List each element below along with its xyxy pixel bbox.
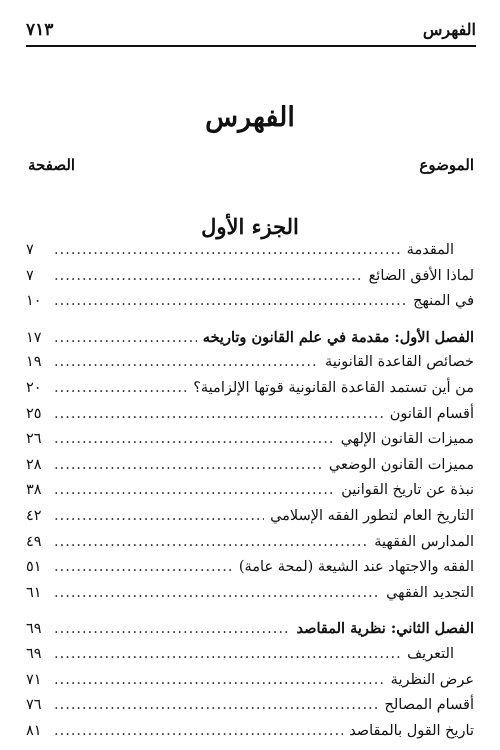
toc-entry bbox=[26, 453, 474, 479]
toc-chapter-entry bbox=[26, 616, 474, 642]
toc-entry-text: لماذا الأفق الضائع bbox=[368, 267, 474, 284]
toc-entry-page: ٤٢ bbox=[26, 507, 42, 524]
page-number: ٧١٣ bbox=[26, 20, 54, 40]
toc-entry-page: ٣٨ bbox=[26, 482, 42, 499]
toc-entry-page: ٨١ bbox=[26, 722, 42, 739]
dot-leader bbox=[54, 693, 379, 719]
toc-entry-page: ٧ bbox=[26, 267, 34, 284]
toc-entry-text: الفصل الأول: مقدمة في علم القانون وتاريخه bbox=[202, 328, 474, 346]
dot-leader bbox=[54, 530, 368, 556]
toc-entry-text: مميزات القانون الوضعي bbox=[328, 456, 474, 473]
dot-leader bbox=[54, 668, 385, 694]
toc-entry-text: عرض النظرية bbox=[390, 671, 474, 688]
toc-entry-text: التجديد الفقهي bbox=[386, 584, 474, 601]
toc-entry bbox=[26, 264, 474, 290]
toc-entry-text: في المنهج bbox=[413, 293, 474, 310]
toc-entry-text: التعريف bbox=[407, 645, 454, 662]
toc-entry-page: ٦٩ bbox=[26, 621, 42, 638]
toc-entry bbox=[26, 238, 474, 264]
toc-entry-text: مميزات القانون الإلهي bbox=[340, 431, 474, 448]
dot-leader bbox=[54, 504, 264, 530]
toc-entry bbox=[26, 504, 474, 530]
toc-entry-page: ٧ bbox=[26, 242, 34, 258]
page-title: الفهرس bbox=[205, 102, 295, 133]
toc-entry bbox=[26, 555, 474, 581]
toc-entry bbox=[26, 478, 474, 504]
part-title: الجزء الأول bbox=[201, 214, 299, 239]
toc-entry-text: المدارس الفقهية bbox=[374, 533, 474, 550]
dot-leader bbox=[54, 238, 401, 264]
toc-entry-page: ٧١ bbox=[26, 671, 42, 688]
toc-entry-page: ٢٦ bbox=[26, 431, 42, 448]
toc-entry-text: المقدمة bbox=[406, 242, 454, 258]
dot-leader bbox=[54, 555, 233, 581]
toc-entry-page: ٢٠ bbox=[26, 379, 42, 396]
topic-column-heading: الموضوع bbox=[419, 156, 474, 174]
toc-entry bbox=[26, 402, 474, 428]
toc-entry-page: ٦٩ bbox=[26, 645, 42, 662]
toc-entry-page: ٥١ bbox=[26, 559, 42, 576]
toc-entry bbox=[26, 530, 474, 556]
running-header-title: الفهرس bbox=[422, 20, 476, 39]
column-headings bbox=[28, 156, 474, 174]
dot-leader bbox=[54, 581, 380, 607]
dot-leader bbox=[54, 264, 363, 290]
toc-entry bbox=[26, 376, 474, 402]
toc-entry-page: ١٩ bbox=[26, 354, 42, 371]
toc-entry-text: من أين تستمد القاعدة القانونية قوتها الإلزامية؟ bbox=[193, 379, 474, 396]
toc-entry-page: ٢٥ bbox=[26, 405, 42, 422]
toc-entry-text: التاريخ العام لتطور الفقه الإسلامي bbox=[270, 507, 474, 524]
header-rule bbox=[26, 45, 476, 47]
page-column-heading: الصفحة bbox=[28, 156, 76, 174]
toc-entry-text: أقسام المصالح bbox=[384, 697, 474, 714]
toc-entry-text: أقسام القانون bbox=[389, 405, 474, 422]
toc-entry bbox=[26, 668, 474, 694]
toc-list bbox=[26, 238, 474, 744]
dot-leader bbox=[54, 326, 197, 352]
toc-entry bbox=[26, 289, 474, 315]
dot-leader bbox=[54, 719, 343, 745]
toc-entry-text: الفصل الثاني: نظرية المقاصد bbox=[296, 620, 474, 638]
toc-entry-page: ٢٨ bbox=[26, 456, 42, 473]
dot-leader bbox=[54, 642, 401, 668]
dot-leader bbox=[54, 350, 319, 376]
toc-entry bbox=[26, 427, 474, 453]
toc-entry-page: ١٧ bbox=[26, 329, 42, 346]
dot-leader bbox=[54, 289, 407, 315]
toc-chapter-entry bbox=[26, 325, 474, 351]
toc-entry bbox=[26, 693, 474, 719]
toc-entry bbox=[26, 581, 474, 607]
dot-leader bbox=[54, 453, 323, 479]
dot-leader bbox=[54, 478, 335, 504]
toc-entry-page: ٦١ bbox=[26, 584, 42, 601]
toc-entry-text: نبذة عن تاريخ القوانين bbox=[341, 482, 474, 499]
toc-entry-text: خصائص القاعدة القانونية bbox=[325, 354, 474, 371]
toc-entry-page: ١٠ bbox=[26, 293, 42, 310]
dot-leader bbox=[54, 427, 335, 453]
toc-entry bbox=[26, 719, 474, 745]
toc-entry-text: الفقه والاجتهاد عند الشيعة (لمحة عامة) bbox=[238, 559, 474, 576]
toc-entry bbox=[26, 350, 474, 376]
toc-entry-text: تاريخ القول بالمقاصد bbox=[349, 722, 474, 739]
toc-entry-page: ٧٦ bbox=[26, 697, 42, 714]
toc-entry-page: ٤٩ bbox=[26, 533, 42, 550]
dot-leader bbox=[54, 402, 384, 428]
dot-leader bbox=[54, 376, 187, 402]
dot-leader bbox=[54, 617, 291, 643]
toc-entry bbox=[26, 642, 474, 668]
running-header bbox=[26, 20, 476, 46]
